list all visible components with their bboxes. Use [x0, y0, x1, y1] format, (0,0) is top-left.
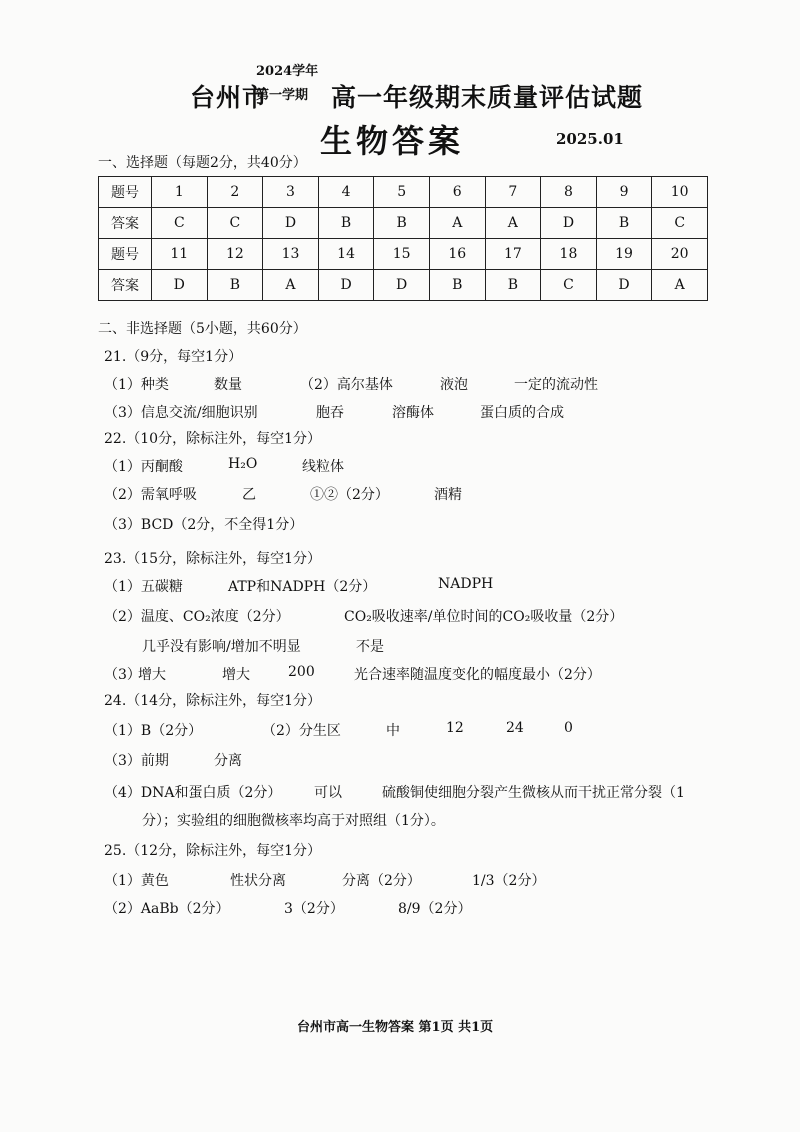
answer-text: 乙: [242, 487, 256, 503]
answer-text: （1）B（2分）: [104, 723, 203, 739]
table-cell: C: [152, 208, 208, 239]
answer-text: 1/3（2分）: [472, 873, 546, 889]
answer-text: 性状分离: [230, 873, 286, 889]
answer-text: 增大: [222, 667, 250, 683]
section2-heading: 二、非选择题（5小题，共60分）: [98, 321, 307, 337]
answer-text: 硫酸铜使细胞分裂产生微核从而干扰正常分裂（1: [382, 785, 685, 801]
answer-text: 分离: [214, 753, 242, 769]
table-cell: 19: [596, 239, 652, 270]
city-name: 台州市: [190, 83, 269, 112]
answer-text: （3）BCD（2分，不全得1分）: [104, 517, 304, 533]
table-cell: B: [374, 208, 430, 239]
table-cell: B: [485, 270, 541, 301]
table-cell: D: [541, 208, 597, 239]
table-cell: D: [374, 270, 430, 301]
table-row: [99, 208, 708, 239]
table-cell: 18: [541, 239, 597, 270]
table-cell: 5: [374, 177, 430, 208]
answer-text: 不是: [356, 639, 384, 655]
answer-text: （2）高尔基体: [300, 377, 393, 393]
exam-date: 2025.01: [556, 130, 624, 148]
subject-title: 生物答案: [320, 122, 465, 160]
table-cell: A: [429, 208, 485, 239]
table-cell: 13: [263, 239, 319, 270]
table-cell: 12: [207, 239, 263, 270]
table-row: [99, 239, 708, 270]
answer-text: CO₂吸收速率/单位时间的CO₂吸收量（2分）: [344, 609, 624, 625]
answer-text: 几乎没有影响/增加不明显: [142, 639, 301, 655]
exam-name: 高一年级期末质量评估试题: [331, 83, 644, 112]
table-cell: 2: [207, 177, 263, 208]
table-cell: B: [207, 270, 263, 301]
table-cell: 7: [485, 177, 541, 208]
row-label: 题号: [99, 177, 152, 208]
answer-text: （1）黄色: [104, 873, 169, 889]
table-cell: C: [652, 208, 708, 239]
table-row: [99, 177, 708, 208]
answer-text: 分）；实验组的细胞微核率均高于对照组（1分）。: [142, 813, 445, 829]
answer-text: （1）五碳糖: [104, 579, 183, 595]
answer-text: 数量: [214, 377, 242, 393]
row-label: 题号: [99, 239, 152, 270]
table-cell: 16: [429, 239, 485, 270]
row-label: 答案: [99, 208, 152, 239]
table-cell: 10: [652, 177, 708, 208]
answer-text: 增大: [138, 667, 166, 683]
choice-answer-table: [98, 176, 708, 301]
table-cell: A: [263, 270, 319, 301]
answer-text: ATP和NADPH（2分）: [228, 579, 377, 595]
table-cell: 20: [652, 239, 708, 270]
answer-text: 酒精: [434, 487, 462, 503]
table-cell: 9: [596, 177, 652, 208]
answer-text: （1）丙酮酸: [104, 459, 183, 475]
term-label: 第一学期: [256, 88, 309, 103]
answer-text: 分离（2分）: [342, 873, 421, 889]
table-cell: 4: [318, 177, 374, 208]
table-cell: B: [429, 270, 485, 301]
answer-text: 12: [446, 720, 464, 736]
table-cell: C: [541, 270, 597, 301]
page-footer: 台州市高一生物答案 第1页 共1页: [297, 1020, 494, 1035]
exam-title: [0, 64, 800, 120]
answer-text: （2）分生区: [262, 723, 341, 739]
answer-text: 蛋白质的合成: [480, 405, 564, 421]
answer-text: （1）种类: [104, 377, 169, 393]
answer-text: 中: [386, 723, 400, 739]
table-cell: 1: [152, 177, 208, 208]
answer-text: 0: [564, 720, 573, 736]
table-cell: 6: [429, 177, 485, 208]
answer-text: （2）AaBb（2分）: [104, 901, 230, 917]
table-cell: D: [318, 270, 374, 301]
table-cell: B: [596, 208, 652, 239]
table-cell: D: [596, 270, 652, 301]
table-cell: C: [207, 208, 263, 239]
table-cell: 14: [318, 239, 374, 270]
answer-text: 光合速率随温度变化的幅度最小（2分）: [354, 667, 601, 683]
answer-text: 8/9（2分）: [398, 901, 472, 917]
q21-heading: 21.（9分，每空1分）: [104, 349, 243, 365]
answer-text: （2）需氧呼吸: [104, 487, 197, 503]
table-cell: 15: [374, 239, 430, 270]
answer-text: 胞吞: [316, 405, 344, 421]
table-row: [99, 270, 708, 301]
table-cell: 3: [263, 177, 319, 208]
table-cell: A: [652, 270, 708, 301]
q25-heading: 25.（12分，除标注外，每空1分）: [104, 843, 321, 859]
table-cell: B: [318, 208, 374, 239]
answer-text: （4）DNA和蛋白质（2分）: [104, 785, 282, 801]
answer-text: 线粒体: [302, 459, 344, 475]
answer-text: （3）: [104, 667, 141, 683]
answer-text: 可以: [314, 785, 342, 801]
answer-text: 200: [288, 664, 315, 680]
answer-text: 3（2分）: [284, 901, 344, 917]
table-cell: A: [485, 208, 541, 239]
answer-text: 一定的流动性: [514, 377, 598, 393]
answer-text: （3）前期: [104, 753, 169, 769]
answer-text: （3）信息交流/细胞识别: [104, 405, 258, 421]
table-cell: 8: [541, 177, 597, 208]
answer-text: 液泡: [440, 377, 468, 393]
q24-heading: 24.（14分，除标注外，每空1分）: [104, 693, 321, 709]
answer-text: ①②（2分）: [310, 487, 389, 503]
answer-text: H₂O: [228, 456, 258, 472]
q23-heading: 23.（15分，除标注外，每空1分）: [104, 551, 321, 567]
answer-text: （2）温度、CO₂浓度（2分）: [104, 609, 290, 625]
q22-heading: 22.（10分，除标注外，每空1分）: [104, 431, 321, 447]
table-cell: 17: [485, 239, 541, 270]
school-year: 2024学年: [256, 64, 319, 79]
answer-text: 溶酶体: [392, 405, 434, 421]
answer-text: NADPH: [438, 576, 494, 592]
row-label: 答案: [99, 270, 152, 301]
section1-heading: 一、选择题（每题2分，共40分）: [98, 155, 307, 171]
table-cell: D: [263, 208, 319, 239]
table-cell: 11: [152, 239, 208, 270]
table-cell: D: [152, 270, 208, 301]
answer-text: 24: [506, 720, 524, 736]
